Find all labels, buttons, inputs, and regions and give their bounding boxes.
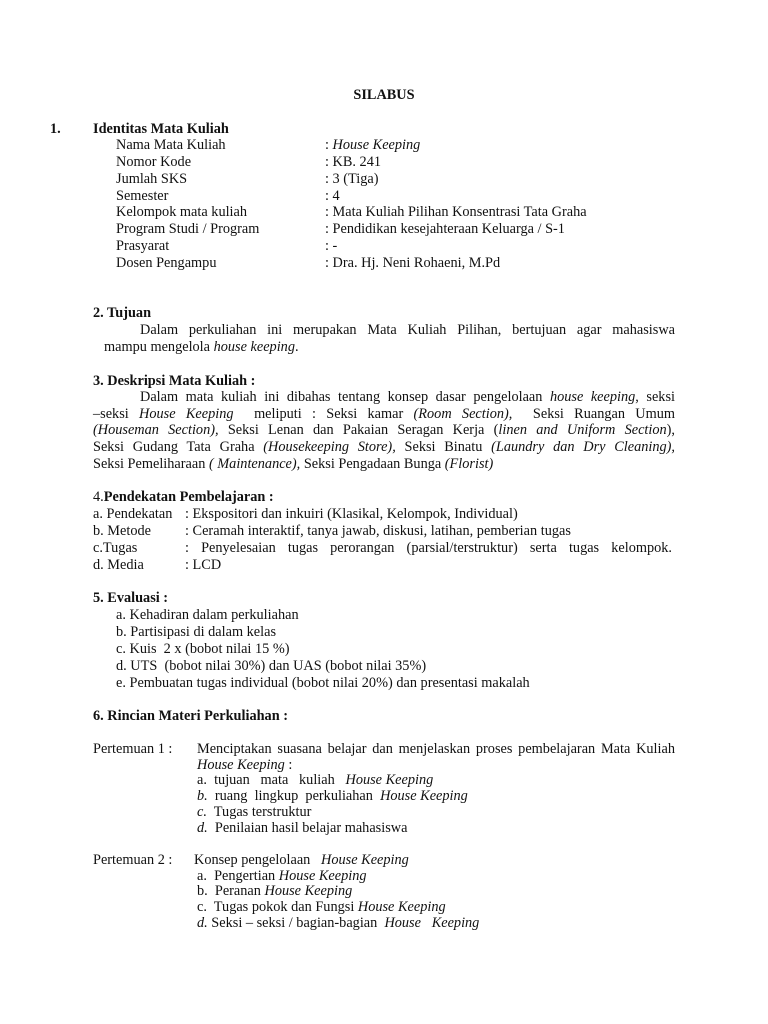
text-segment: House Keeping [278,868,367,884]
text-segment: Identitas Mata Kuliah [93,121,229,137]
text-segment: Seksi Pemeliharaan [93,456,209,472]
text-segment: : Mata Kuliah Pilihan Konsentrasi Tata Graha [325,204,587,220]
text-segment: Jumlah SKS [116,171,188,187]
text-segment: 6. Rincian Materi Perkuliahan : [93,708,288,724]
text-line-s3p3 [93,422,675,439]
text-segment: linen and Uniform Section [498,422,667,438]
text-line-s4cl [93,540,137,557]
text-line-r8v [325,255,500,272]
text-segment: Program Studi / Program [116,221,260,237]
text-segment: Seksi Pengadaan Bunga [300,456,445,472]
text-segment: mampu mengelola [104,339,214,355]
text-line-r6v [325,221,565,238]
text-line-s5d [116,658,426,675]
text-line-s3h [93,373,255,390]
text-line-s3p2 [93,406,675,423]
text-segment: House Keeping [380,788,468,804]
text-segment: : KB. 241 [325,154,382,170]
text-line-r1l [116,137,226,154]
text-segment: –seksi [93,406,140,422]
text-segment: house keeping [549,389,636,405]
text-segment: a. Pengertian [197,868,279,884]
text-line-r5l [116,204,247,221]
text-segment: : Pendidikan kesejahteraan Keluarga / S-1 [325,221,565,237]
text-segment: d. [197,915,208,931]
text-segment: ruang lingkup perkuliahan [207,788,381,804]
text-segment: House Keeping [345,772,434,788]
text-line-r4v [325,188,340,205]
text-segment: : Ceramah interaktif, tanya jawab, diskusi, latihan, pemberian tugas [185,523,571,539]
text-segment: Menciptakan suasana belajar dan menjelaskan proses pembelajaran Mata Kuliah [197,741,675,757]
document-title: SILABUS [353,87,415,103]
text-line-r7v [325,238,337,255]
text-segment: : LCD [185,557,222,573]
text-segment: Dalam perkuliahan ini merupakan Mata Kuliah Pilihan, bertujuan agar mahasiswa [140,322,675,338]
text-line-p1a [197,772,433,789]
text-segment: house keeping [213,339,295,355]
text-segment: (Housekeeping Store), [263,439,396,455]
text-line-s1title [93,121,229,138]
text-segment: c.Tugas [93,540,138,556]
text-segment: House Keeping [357,899,446,915]
text-line-r3l [116,171,187,188]
text-segment: a. Kehadiran dalam perkuliahan [116,607,299,623]
text-line-s2p1 [140,322,675,339]
text-segment: Dalam mata kuliah ini dibahas tentang konsep dasar pengelolaan [140,389,550,405]
text-segment: Seksi Ruangan Umum [512,406,676,422]
text-line-s5h [93,590,168,607]
text-segment: Seksi Binatu [395,439,492,455]
text-line-s1num [50,121,61,138]
text-segment: 3. Deskripsi Mata Kuliah : [93,373,256,389]
text-line-s4bl [93,523,151,540]
text-line-s4dl [93,557,144,574]
text-segment: ( Maintenance), [208,456,301,472]
text-segment: 4. [93,489,104,505]
text-line-r1v [325,137,420,154]
text-segment: House Keeping [384,915,480,931]
text-segment: : Ekspositori dan inkuiri (Klasikal, Kelompok, Individual) [185,506,518,522]
text-line-r4l [116,188,168,205]
text-segment: b. Peranan [197,883,265,899]
text-segment: e. Pembuatan tugas individual (bobot nilai 20%) dan presentasi makalah [116,675,530,691]
text-segment: . [294,339,299,355]
text-line-s4av [185,506,518,523]
text-segment: : Penyelesaian tugas perorangan (parsial/terstruktur) serta tugas kelompok. [185,540,672,556]
text-segment: Nomor Kode [116,154,192,170]
text-segment: Kelompok mata kuliah [116,204,248,220]
text-segment: c. Tugas pokok dan Fungsi [197,899,358,915]
text-line-p2b [197,883,352,900]
text-segment: Dosen Pengampu [116,255,217,271]
text-line-p2t [194,852,409,869]
text-segment: 2. Tujuan [93,305,152,321]
text-line-s4al [93,506,172,523]
text-segment: House Keeping [321,852,409,868]
text-line-r5v [325,204,587,221]
text-segment: 5. Evaluasi : [93,590,169,606]
text-segment: House Keeping [197,757,285,773]
text-line-s3p4 [93,439,675,456]
text-segment: : Dra. Hj. Neni Rohaeni, M.Pd [325,255,501,271]
text-line-r8l [116,255,216,272]
text-segment: Pertemuan 2 : [93,852,173,868]
text-segment: Seksi Lenan dan Pakaian Seragan Kerja ( [218,422,499,438]
text-segment: Seksi – seksi / bagian-bagian [207,915,385,931]
text-segment: : 4 [325,188,340,204]
text-segment: d. Media [93,557,144,573]
text-line-p2l [93,852,172,869]
text-segment: , seksi [635,389,675,405]
text-segment: Pendekatan Pembelajaran : [103,489,274,505]
text-segment: d. UTS (bobot nilai 30%) dan UAS (bobot nilai 35%) [116,658,427,674]
text-line-s5c [116,641,290,658]
text-segment: House Keeping [264,883,353,899]
text-line-p1t [197,741,675,758]
text-segment: (Houseman Section), [93,422,219,438]
text-line-s3p5 [93,456,493,473]
text-segment: Nama Mata Kuliah [116,137,226,153]
text-line-s5a [116,607,299,624]
text-line-p1d [197,820,407,837]
text-line-p2d [197,915,479,932]
text-segment: b. Metode [93,523,151,539]
text-line-r7l [116,238,169,255]
text-line-p1l [93,741,172,758]
text-segment: ), [666,422,676,438]
text-line-p1b [197,788,468,805]
text-line-s6h [93,708,288,725]
text-line-s4bv [185,523,571,540]
text-line-r2v [325,154,381,171]
text-segment: (Florist) [444,456,494,472]
text-segment: : 3 (Tiga) [325,171,379,187]
text-segment: meliputi : Seksi kamar [233,406,414,422]
text-segment: Pertemuan 1 : [93,741,173,757]
text-segment: Tugas terstruktur [206,804,312,820]
text-segment: Semester [116,188,169,204]
text-segment: (Room Section), [413,406,513,422]
text-segment: a. Pendekatan [93,506,173,522]
text-segment: House Keeping [139,406,234,422]
text-line-p1c [197,804,311,821]
text-segment: d. [197,820,208,836]
text-line-s2p2 [104,339,299,356]
text-line-p2c [197,899,446,916]
text-line-s5b [116,624,276,641]
text-line-s3p1 [140,389,675,406]
text-line-s4cv [185,540,672,557]
text-segment: House Keeping [332,137,421,153]
text-segment: (Laundry dan Dry Cleaning), [491,439,676,455]
text-segment: c. [197,804,207,820]
text-line-s2h [93,305,151,322]
text-segment: Prasyarat [116,238,170,254]
text-segment: 1. [50,121,61,137]
text-segment: Seksi Gudang Tata Graha [93,439,264,455]
text-line-s4dv [185,557,221,574]
text-line-r2l [116,154,191,171]
text-segment: Penilaian hasil belajar mahasiswa [207,820,408,836]
text-segment: b. [197,788,208,804]
text-line-r6l [116,221,259,238]
text-line-s4h [93,489,274,506]
text-segment: b. Partisipasi di dalam kelas [116,624,277,640]
text-segment: a. tujuan mata kuliah [197,772,346,788]
text-line-s5e [116,675,530,692]
text-segment: : [325,137,333,153]
text-segment: c. Kuis 2 x (bobot nilai 15 %) [116,641,290,657]
text-segment: Konsep pengelolaan [194,852,322,868]
text-segment: : [284,757,293,773]
text-line-r3v [325,171,379,188]
text-segment: : - [325,238,338,254]
